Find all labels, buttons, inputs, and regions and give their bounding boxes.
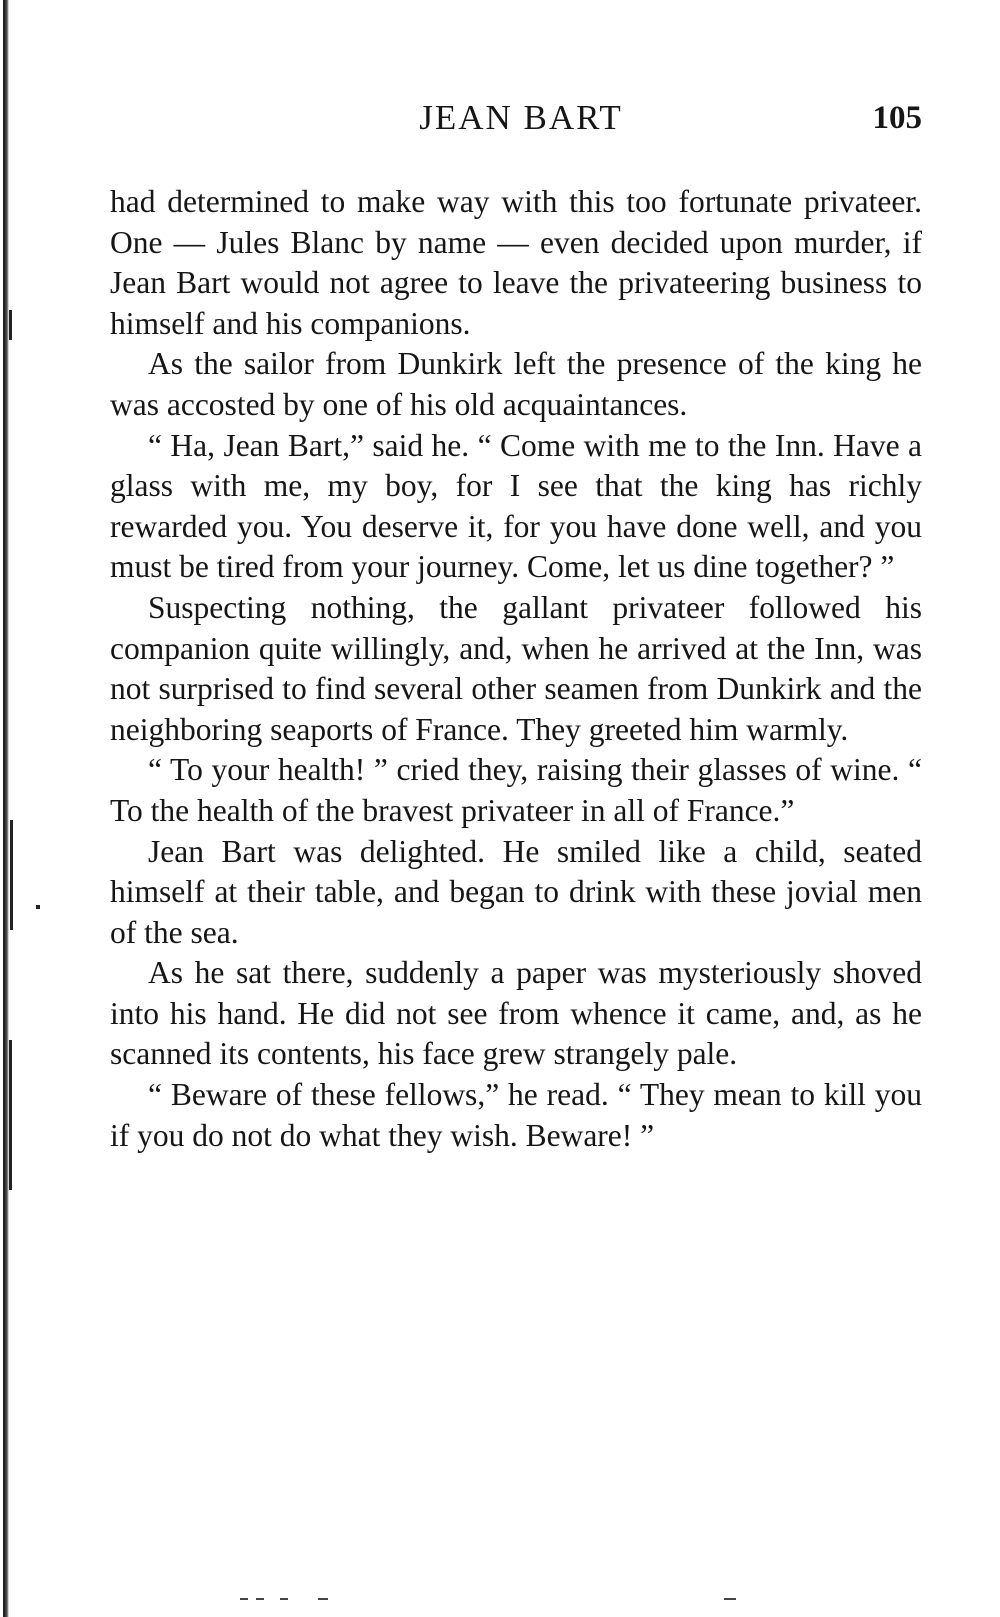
binding-mark xyxy=(36,905,40,909)
print-mark xyxy=(240,1598,248,1600)
binding-mark xyxy=(9,1040,12,1190)
print-mark xyxy=(280,1598,288,1600)
paragraph: “ Ha, Jean Bart,” said he. “ Come with me to the Inn. Have a glass with me, my boy, for I see that the king has richly rewarded you. You deserve it, for you have done well, and you must be tired from your journey. Come, let us dine together? ” xyxy=(110,427,922,585)
paragraph: “ Beware of these fellows,” he read. “ They mean to kill you if you do not do what they wish. Beware! ” xyxy=(110,1077,922,1153)
body-text xyxy=(110,182,922,1156)
paragraph: Jean Bart was delighted. He smiled like a child, seated himself at their table, and began to drink with these jovial men of the sea. xyxy=(110,833,922,950)
print-mark xyxy=(724,1598,736,1600)
binding-mark xyxy=(10,820,13,930)
binding-mark xyxy=(9,310,12,340)
page-header xyxy=(110,96,922,140)
paragraph: As the sailor from Dunkirk left the presence of the king he was accosted by one of his old acquaintances. xyxy=(110,346,922,422)
paragraph: As he sat there, suddenly a paper was mysteriously shoved into his hand. He did not see from whence it came, and, as he scanned its contents, his face grew strangely pale. xyxy=(110,955,922,1072)
footer-print-marks xyxy=(240,1598,760,1602)
print-mark xyxy=(318,1598,328,1600)
print-mark xyxy=(256,1598,264,1600)
running-title: JEAN BART xyxy=(419,98,623,137)
page-number: 105 xyxy=(872,100,922,136)
paragraph: “ To your health! ” cried they, raising their glasses of wine. “ To the health of the bravest privateer in all of France.” xyxy=(110,752,922,828)
paragraph: had determined to make way with this too fortunate privateer. One — Jules Blanc by name — even decided upon murder, if Jean Bart would not agree to leave the privateering business to himself and his companions. xyxy=(110,184,922,341)
paragraph: Suspecting nothing, the gallant privateer followed his companion quite willingly, and, when he arrived at the Inn, was not surprised to find several other seamen from Dunkirk and the neighboring seaports of France. They greeted him warmly. xyxy=(110,589,922,747)
page-binding-edge xyxy=(3,0,9,1617)
